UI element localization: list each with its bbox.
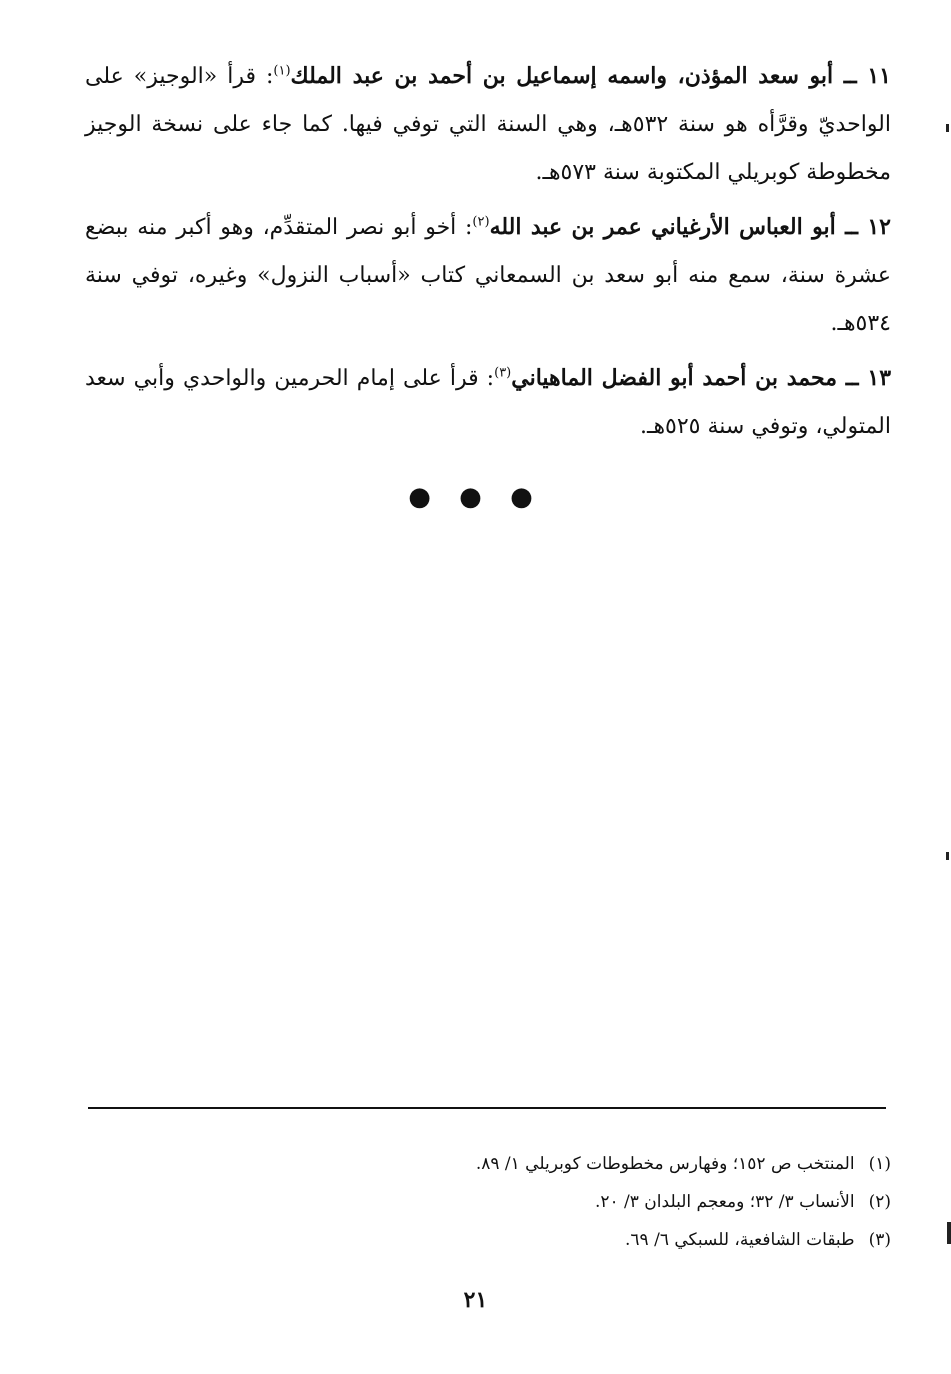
scan-artifact <box>947 1222 951 1244</box>
biography-entry-11 <box>85 52 891 197</box>
section-separator: ● ● ● <box>408 482 543 512</box>
footnote-reference: (٢) <box>472 214 490 230</box>
footnote-item <box>85 1145 891 1183</box>
main-text <box>85 52 891 457</box>
entry-heading: ١٢ ــ أبو العباس الأرغياني عمر بن عبد الله <box>489 214 891 240</box>
footnotes <box>85 1145 891 1259</box>
footnote-item <box>85 1221 891 1259</box>
biography-entry-13 <box>85 354 891 451</box>
footnote-number: (١) <box>868 1154 891 1174</box>
entry-text: : قرأ على إمام الحرمين والواحدي وأبي سعد المتولي، وتوفي سنة ٥٢٥هـ. <box>85 366 891 439</box>
entry-heading: ١٣ ــ محمد بن أحمد أبو الفضل الماهياني <box>511 365 892 391</box>
footnote-item <box>85 1183 891 1221</box>
footnote-number: (٢) <box>868 1192 891 1212</box>
entry-text: : قرأ «الوجيز» على الواحديّ وقرَّأه هو سنة ٥٣٢هـ، وهي السنة التي توفي فيها. كما جاء على نسخة الوجيز مخطوطة كوبريلي المكتوبة سنة ٥٧٣هـ. <box>85 64 891 185</box>
footnote-divider <box>88 1107 886 1109</box>
footnote-text: المنتخب ص ١٥٢؛ وفهارس مخطوطات كوبريلي ١/ ٨٩. <box>475 1154 855 1174</box>
footnote-text: طبقات الشافعية، للسبكي ٦/ ٦٩. <box>625 1230 855 1250</box>
biography-entry-12 <box>85 203 891 348</box>
entry-text: : أخو أبو نصر المتقدِّم، وهو أكبر منه ببضع عشرة سنة، سمع منه أبو سعد بن السمعاني كتاب «أسباب النزول» وغيره، توفي سنة ٥٣٤هـ. <box>85 215 891 336</box>
footnote-reference: (٣) <box>494 365 512 381</box>
scan-artifact <box>946 852 949 860</box>
scan-artifact <box>946 124 949 132</box>
footnote-reference: (١) <box>273 63 291 79</box>
footnote-text: الأنساب ٣/ ٣٢؛ ومعجم البلدان ٣/ ٢٠. <box>594 1192 855 1212</box>
page-number: ٢١ <box>463 1287 488 1313</box>
footnote-number: (٣) <box>868 1230 891 1250</box>
entry-heading: ١١ ــ أبو سعد المؤذن، واسمه إسماعيل بن أحمد بن عبد الملك <box>290 63 891 89</box>
